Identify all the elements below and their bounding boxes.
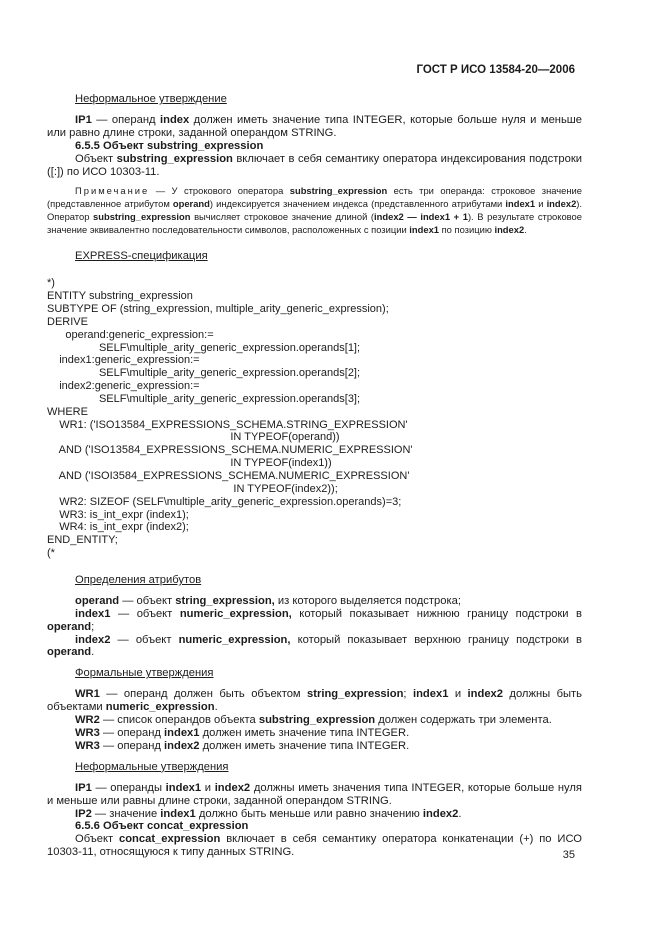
standard-header: ГОСТ Р ИСО 13584-20—2006 <box>416 64 575 76</box>
section-656-description: Объект concat_expression включает в себя семантику оператора конкатенации (+) по ИСО 10303-11, относящуюся к типу данных STRING. <box>47 833 582 859</box>
informal2-ip1: IP1 — операнды index1 и index2 должны иметь значения типа INTEGER, которые больше нуля и меньше или равны длине строки, заданной операндом STRING. <box>47 781 582 807</box>
express-heading: EXPRESS-спецификация <box>75 250 208 263</box>
express-code-block: *) ENTITY substring_expression SUBTYPE OF (string_expression, multiple_arity_generic_expression); DERIVE operand:generic_expression:= SELF\multiple_arity_generic_expression.operands[1]; index1:generic_expression:= SELF\multiple_arity_generic_expression.operands[2]; index2:generic_expression:= SELF\multiple_arity_generic_expression.operands[3]; WHERE WR1: ('ISO13584_EXPRESSIONS_SCHEMA.STRING_EXPRESSION' IN TYPEOF(operand)) AND ('ISO13584_EXPRESSIONS_SCHEMA.NUMERIC_EXPRESSION' IN TYPEOF(index1)) AND ('ISOI3584_EXPRESSIONS_SCHEMA.NUMERIC_EXPRESSION' IN TYPEOF(index2)); WR2: SIZEOF (SELF\multiple_arity_generic_expression.operands)=3; WR3: is_int_expr (index1); WR4: is_int_expr (index2); END_ENTITY; (* <box>47 277 413 560</box>
formal-heading: Формальные утверждения <box>75 667 214 680</box>
formal-wr3: WR3 — операнд index1 должен иметь значение типа INTEGER. <box>75 726 410 739</box>
page-number: 35 <box>562 849 575 861</box>
section-655-title: 6.5.5 Объект substring_expression <box>75 139 264 152</box>
section-655-note: Примечание — У строкового оператора substring_expression есть три операнда: строковое значение (представленное атрибутом operand) индексируется значением индекса (представленного атрибутами index1 и index2). Оператор substring_expression вычисляет строковое значение длиной (index2 — index1 + 1). В результате строковое значение эквивалентно последовательности символов, расположенных с позиции index1 по позицию index2. <box>47 185 583 236</box>
formal-wr1: WR1 — операнд должен быть объектом string_expression; index1 и index2 должны быть объектами numeric_expression. <box>47 688 583 714</box>
informal-heading: Неформальное утверждение <box>75 93 227 105</box>
attr-index2: index2 — объект numeric_expression, который показывает верхнюю границу подстроки в operand. <box>47 633 582 659</box>
page-content <box>47 93 582 859</box>
formal-wr2: WR2 — список операндов объекта substring_expression должен содержать три элемента. <box>75 714 552 727</box>
informal2-heading: Неформальные утверждения <box>75 760 229 773</box>
formal-wr4: WR3 — операнд index2 должен иметь значение типа INTEGER. <box>75 739 410 752</box>
attributes-heading: Определения атрибутов <box>75 573 202 586</box>
attr-index1: index1 — объект numeric_expression, который показывает нижнюю границу подстроки в operand; <box>47 607 582 633</box>
section-655-description: Объект substring_expression включает в себя семантику оператора индексирования подстроки ([:]) по ИСО 10303-11. <box>47 152 582 178</box>
section-656-title: 6.5.6 Объект concat_expression <box>75 820 249 833</box>
informal-ip1: IP1 — операнд index должен иметь значение типа INTEGER, которые больше нуля и меньше или равно длине строки, заданной операндом STRING. <box>47 113 582 139</box>
attr-operand: operand — объект string_expression, из которого выделяется подстрока; <box>75 594 461 607</box>
informal2-ip2: IP2 — значение index1 должно быть меньше или равно значению index2. <box>75 807 462 820</box>
